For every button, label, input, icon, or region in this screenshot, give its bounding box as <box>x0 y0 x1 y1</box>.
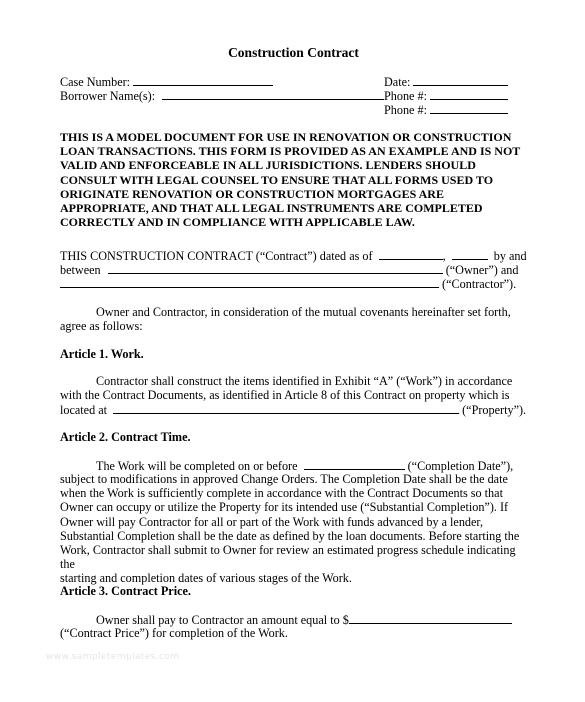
article-2-line: when the Work is sufficiently complete in accordance with the Contract Documents so that <box>60 486 503 501</box>
contract-year-blank[interactable] <box>452 248 488 260</box>
article-2-line: subject to modifications in approved Change Orders. The Completion Date shall be the date <box>60 472 508 486</box>
disclaimer-line: VALID AND ENFORCEABLE IN ALL JURISDICTIONS. LENDERS SHOULD <box>60 158 476 173</box>
article-2-line: Substantial Completion shall be the date as defined by the loan documents. Before starting the <box>60 528 520 543</box>
article-2-line: Owner will pay Contractor for all or part of the Work with funds advanced by a lender, <box>60 514 484 529</box>
case-number-blank[interactable] <box>133 74 273 86</box>
phone-blank-1[interactable] <box>430 88 508 100</box>
article-3-first-line <box>96 612 512 627</box>
phone-field-1 <box>384 88 508 103</box>
date-blank[interactable] <box>413 74 508 86</box>
article-3-heading: Article 3. Contract Price. <box>60 584 191 598</box>
case-number-label: Case Number: <box>60 75 131 89</box>
located-at-text: located at <box>60 403 108 417</box>
article-1-line: Contractor shall construct the items identified in Exhibit “A” (“Work”) in accordance <box>96 374 513 388</box>
phone-field-2 <box>384 102 508 117</box>
phone-label-1: Phone #: <box>384 89 427 103</box>
article-2-body <box>60 472 530 586</box>
recital-line-2: agree as follows: <box>60 319 143 333</box>
article-3-second-line: (“Contract Price”) for completion of the Work. <box>60 626 288 640</box>
borrower-name-blank[interactable] <box>162 88 384 100</box>
parties-text: by and <box>493 249 527 263</box>
article-1-heading: Article 1. Work. <box>60 347 144 361</box>
property-label: (“Property”). <box>462 403 527 417</box>
article-2-heading: Article 2. Contract Time. <box>60 430 191 444</box>
article-2-first-line <box>96 458 513 473</box>
completion-date-label: (“Completion Date”), <box>407 459 514 473</box>
parties-line-3 <box>60 276 516 291</box>
property-address-blank[interactable] <box>113 402 459 414</box>
disclaimer-line: CORRECTLY AND IN COMPLIANCE WITH APPLICABLE LAW. <box>60 215 415 230</box>
disclaimer-line: APPROPRIATE, AND THAT ALL LEGAL INSTRUMENTS ARE COMPLETED <box>60 201 483 216</box>
document-title: Construction Contract <box>228 45 359 60</box>
disclaimer-block <box>60 130 530 229</box>
watermark: www.sampletemplates.com <box>46 652 180 662</box>
phone-blank-2[interactable] <box>430 102 508 114</box>
parties-text: between <box>60 263 101 277</box>
article-3-text: Owner shall pay to Contractor an amount equal to $ <box>96 613 349 627</box>
contractor-name-blank[interactable] <box>60 276 439 288</box>
disclaimer-line: THIS IS A MODEL DOCUMENT FOR USE IN RENOVATION OR CONSTRUCTION <box>60 130 512 144</box>
article-2-text: The Work will be completed on or before <box>96 459 298 473</box>
comma: , <box>442 249 446 263</box>
contract-date-blank[interactable] <box>379 248 443 260</box>
article-2-line: Work, Contractor shall submit to Owner for review an estimated progress schedule indicating the <box>60 543 516 572</box>
borrower-name-field <box>60 88 384 103</box>
article-1-location <box>60 402 526 417</box>
recital-line-1: Owner and Contractor, in consideration of the mutual covenants hereinafter set forth, <box>96 305 511 319</box>
case-number-field <box>60 74 273 89</box>
date-label: Date: <box>384 75 411 89</box>
owner-label: (“Owner”) and <box>445 263 519 277</box>
parties-line-1 <box>60 248 527 263</box>
parties-text: THIS CONSTRUCTION CONTRACT (“Contract”) dated as of <box>60 249 373 263</box>
date-field <box>384 74 508 89</box>
parties-line-2 <box>60 262 518 277</box>
article-2-line: starting and completion dates of various stages of the Work. <box>60 571 352 586</box>
disclaimer-line: ORIGINATE RENOVATION OR CONSTRUCTION MORTGAGES ARE <box>60 186 444 201</box>
contractor-label: (“Contractor”). <box>442 277 517 291</box>
article-1-line: with the Contract Documents, as identified in Article 8 of this Contract on property which is <box>60 388 510 402</box>
completion-date-blank[interactable] <box>304 458 405 470</box>
article-2-line: Owner can occupy or utilize the Property for its intended use (“Substantial Completion”). If <box>60 500 509 515</box>
disclaimer-line: LOAN TRANSACTIONS. THIS FORM IS PROVIDED AS AN EXAMPLE AND IS NOT <box>60 144 521 159</box>
owner-name-blank[interactable] <box>108 262 443 274</box>
phone-label-2: Phone #: <box>384 103 427 117</box>
disclaimer-line: CONSULT WITH LEGAL COUNSEL TO ENSURE THAT ALL FORMS USED TO <box>60 172 494 187</box>
borrower-name-label: Borrower Name(s): <box>60 89 156 103</box>
contract-price-blank[interactable] <box>349 612 512 624</box>
